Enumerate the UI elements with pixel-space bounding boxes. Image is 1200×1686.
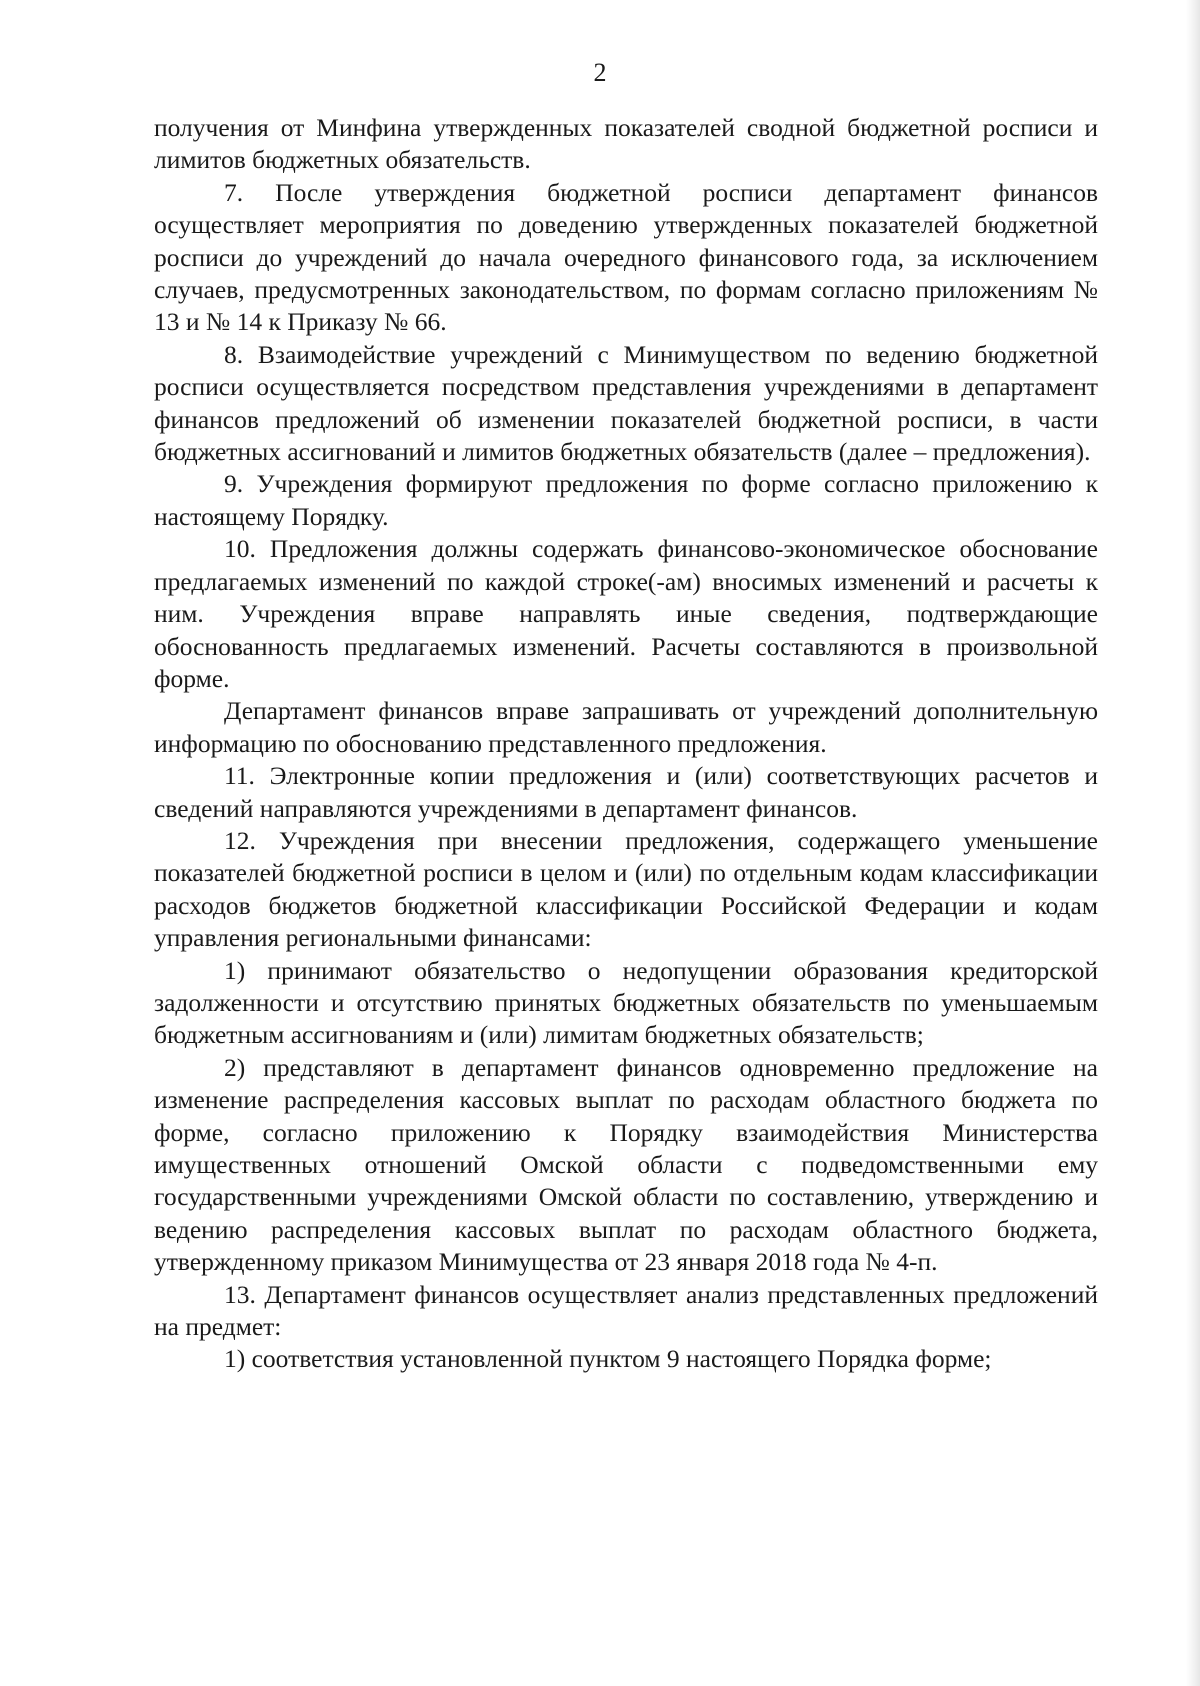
paragraph-item-13: 13. Департамент финансов осуществляет анализ представленных предложений на предмет: <box>154 1279 1098 1342</box>
page-number: 2 <box>593 58 607 87</box>
paragraph-item-12-sub-2: 2) представляют в департамент финансов одновременно предложение на изменение распределения кассовых выплат по расходам областного бюджета по форме, согласно приложению к Порядку взаимодействия Министерства имущественных отношений Омской области с подведомственными ему государственными учреждениями Омской области по составлению, утверждению и ведению распределения кассовых выплат по расходам областного бюджета, утвержденному приказом Минимущества от 23 января 2018 года № 4-п. <box>154 1052 1098 1277</box>
paragraph-item-11: 11. Электронные копии предложения и (или) соответствующих расчетов и сведений направляются учреждениями в департамент финансов. <box>154 761 1098 823</box>
scan-edge-shadow <box>1186 0 1200 1686</box>
paragraph-continuation: получения от Минфина утвержденных показателей сводной бюджетной росписи и лимитов бюджетных обязательств. <box>154 113 1098 175</box>
paragraph-item-13-sub-1: 1) соответствия установленной пунктом 9 настоящего Порядка форме; <box>224 1344 992 1374</box>
paragraph-item-10-addendum: Департамент финансов вправе запрашивать от учреждений дополнительную информацию по обоснованию представленного предложения. <box>154 696 1098 758</box>
paragraph-item-12-sub-1: 1) принимают обязательство о недопущении образования кредиторской задолженности и отсутствию принятых бюджетных обязательств по уменьшаемым бюджетным ассигнованиям и (или) лимитам бюджетных обязательств; <box>154 955 1098 1050</box>
paragraph-item-8: 8. Взаимодействие учреждений с Минимуществом по ведению бюджетной росписи осуществляется посредством представления учреждениями в департамент финансов предложений об изменении показателей бюджетной росписи, в части бюджетных ассигнований и лимитов бюджетных обязательств (далее – предложения). <box>154 339 1098 467</box>
paragraph-item-7: 7. После утверждения бюджетной росписи департамент финансов осуществляет мероприятия по доведению утвержденных показателей бюджетной росписи до учреждений до начала очередного финансового года, за исключением случаев, предусмотренных законодательством, по формам согласно приложениям № 13 и № 14 к Приказу № 66. <box>154 177 1098 337</box>
paragraph-item-10: 10. Предложения должны содержать финансово-экономическое обоснование предлагаемых изменений по каждой строке(-ам) вносимых изменений и расчеты к ним. Учреждения вправе направлять иные сведения, подтверждающие обоснованность предлагаемых изменений. Расчеты составляются в произвольной форме. <box>154 534 1098 693</box>
paragraph-item-12: 12. Учреждения при внесении предложения, содержащего уменьшение показателей бюджетной росписи в целом и (или) по отдельным кодам классификации расходов бюджетов бюджетной классификации Российской Федерации и кодам управления региональными финансами: <box>154 825 1098 953</box>
paragraph-item-9: 9. Учреждения формируют предложения по форме согласно приложению к настоящему Порядку. <box>154 469 1098 531</box>
document-body <box>154 112 1098 1376</box>
